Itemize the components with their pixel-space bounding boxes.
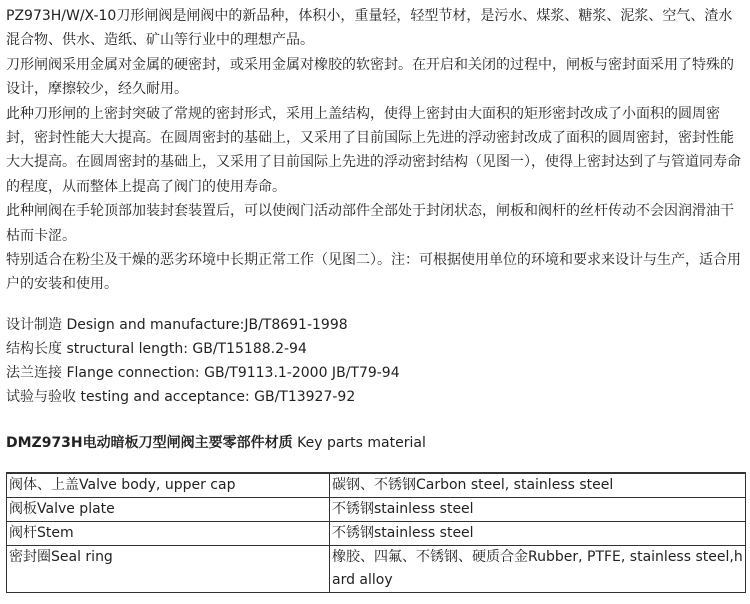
standard-item: 设计制造 Design and manufacture:JB/T8691-1998 [6,317,348,333]
standard-item: 试验与验收 testing and acceptance: GB/T13927-92 [6,389,356,405]
standards-list [6,313,746,409]
table-row [7,498,746,522]
intro-paragraph: 此种刀形闸的上密封突破了常规的密封形式，采用上盖结构，使得上密封由大面积的矩形密封改成了小面积的圆周密封，密封性能大大提高。在圆周密封的基础上，又采用了目前国际上先进的浮动密封改成了面积的圆周密封，密封性能大大提高。在圆周密封的基础上，又采用了目前国际上先进的浮动密封结构（见图一），使得上密封达到了与管道同寿命的程度，从而整体上提高了阀门的使用寿命。 [6,105,741,195]
intro-paragraph: PZ973H/W/X-10刀形闸阀是闸阀中的新品种，体积小，重量轻，轻型节材，是污水、煤浆、糖浆、泥浆、空气、渣水混合物、供水、造纸、矿山等行业中的理想产品。 [6,8,733,49]
standard-item: 法兰连接 Flange connection: GB/T9113.1-2000 JB/T79-94 [6,365,400,381]
intro-paragraph: 刀形闸阀采用金属对金属的硬密封，或采用金属对橡胶的软密封。在开启和关闭的过程中，闸板与密封面采用了特殊的设计，摩擦较少，经久耐用。 [6,56,734,98]
intro-paragraph: 此种闸阀在手轮顶部加装封套装置后，可以使阀门活动部件全部处于封闭状态，闸板和阀杆的丝杆传动不会因润滑油干枯而卡涩。 [6,203,734,244]
materials-heading-bold: DMZ973H电动暗板刀型闸阀主要零部件材质 [6,435,293,451]
materials-heading-rest: Key parts material [292,435,426,451]
material-cell: 橡胶、四氟、不锈钢、硬质合金Rubber, PTFE, stainless steel,hard alloy [330,546,746,593]
intro-text [6,4,746,297]
materials-heading [6,432,426,454]
material-cell: 不锈钢stainless steel [330,522,746,546]
table-row [7,522,746,546]
material-cell: 不锈钢stainless steel [330,498,746,522]
material-cell: 碳钢、不锈钢Carbon steel, stainless steel [330,473,746,498]
intro-paragraph: 特别适合在粉尘及干燥的恶劣环境中长期正常工作（见图二）。注：可根据使用单位的环境和要求来设计与生产，适合用户的安装和使用。 [6,252,741,293]
part-cell: 阀体、上盖Valve body, upper cap [7,473,330,498]
materials-table [6,472,746,593]
part-cell: 阀板Valve plate [7,498,330,522]
standard-item: 结构长度 structural length: GB/T15188.2-94 [6,341,307,357]
part-cell: 阀杆Stem [7,522,330,546]
part-cell: 密封圈Seal ring [7,546,330,593]
table-row [7,473,746,498]
table-row [7,546,746,593]
